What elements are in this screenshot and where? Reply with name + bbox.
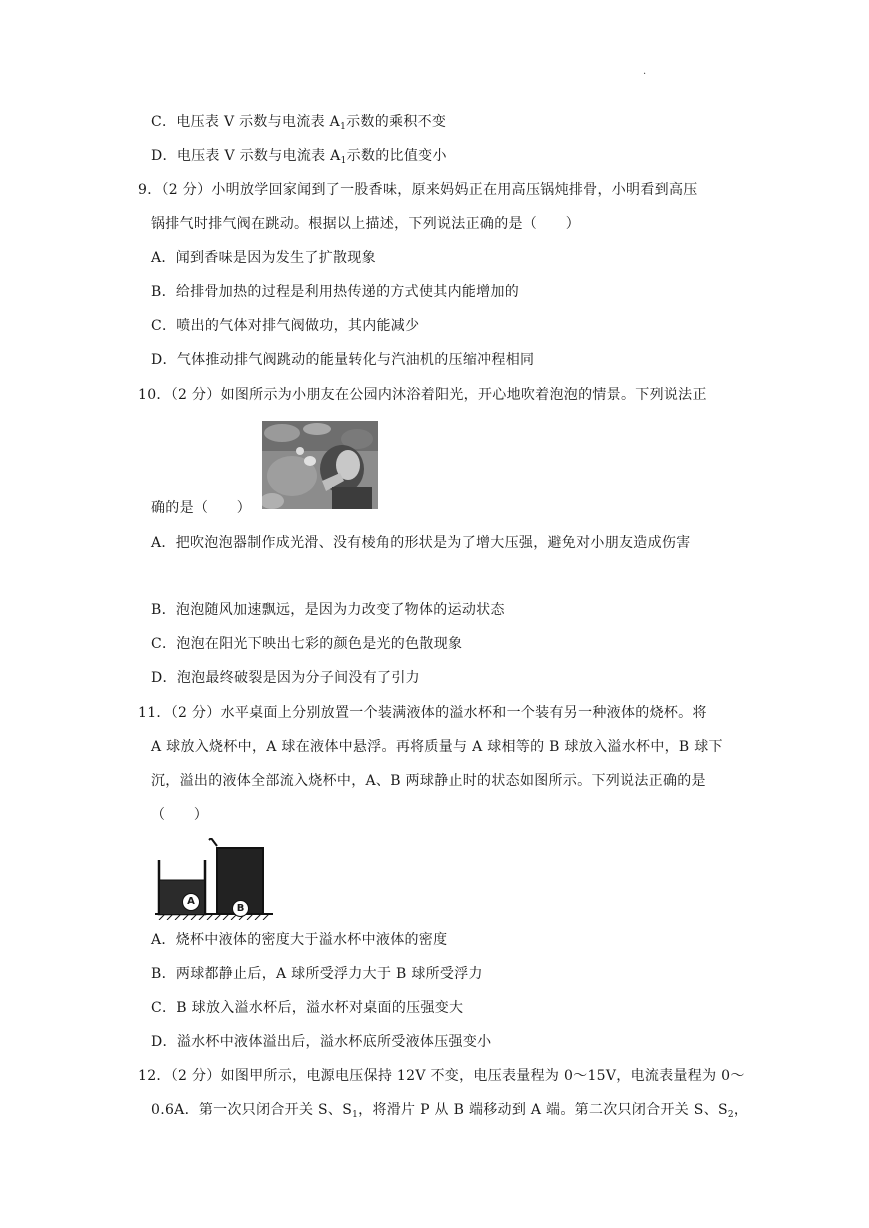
q9-stem-line2: 锅排气时排气阀在跳动。根据以上描述，下列说法正确的是（ ） bbox=[151, 216, 580, 232]
q11-stem-line1: 11．（2 分）水平桌面上分别放置一个装满液体的溢水杯和一个装有另一种液体的烧杯。将 bbox=[138, 705, 707, 721]
cups-diagram bbox=[155, 838, 275, 920]
q11-option-c: C．B 球放入溢水杯后，溢水杯对桌面的压强变大 bbox=[151, 1000, 464, 1016]
q9-option-d: D．气体推动排气阀跳动的能量转化与汽油机的压缩冲程相同 bbox=[151, 352, 535, 368]
q10-option-d: D．泡泡最终破裂是因为分子间没有了引力 bbox=[151, 670, 420, 686]
q10-stem-line2: 确的是（ ） bbox=[151, 500, 252, 516]
q9-option-a: A．闻到香味是因为发生了扩散现象 bbox=[151, 250, 376, 266]
q10-stem-line1: 10．（2 分）如图所示为小朋友在公园内沐浴着阳光，开心地吹着泡泡的情景。下列说法正 bbox=[138, 387, 707, 403]
q9-stem-line1: 9．（2 分）小明放学回家闻到了一股香味，原来妈妈正在用高压锅炖排骨，小明看到高压 bbox=[138, 182, 698, 198]
q10-option-a: A．把吹泡泡器制作成光滑、没有棱角的形状是为了增大压强，避免对小朋友造成伤害 bbox=[151, 535, 691, 551]
q11-option-d: D．溢水杯中液体溢出后，溢水杯底所受液体压强变小 bbox=[151, 1034, 492, 1050]
q11-option-a: A．烧杯中液体的密度大于溢水杯中液体的密度 bbox=[151, 932, 448, 948]
q9-option-c: C．喷出的气体对排气阀做功，其内能减少 bbox=[151, 318, 420, 334]
q11-stem-line2: A 球放入烧杯中，A 球在液体中悬浮。再将质量与 A 球相等的 B 球放入溢水杯中，B 球下 bbox=[151, 739, 723, 755]
ball-a: A bbox=[182, 893, 200, 911]
q12-stem-line1: 12．（2 分）如图甲所示，电源电压保持 12V 不变，电压表量程为 0～15V，电流表量程为 0～ bbox=[138, 1068, 745, 1084]
q10-option-b: B．泡泡随风加速飘远，是因为力改变了物体的运动状态 bbox=[151, 602, 505, 618]
q11-stem-line4: （ ） bbox=[151, 807, 209, 823]
bubble-photo bbox=[262, 421, 378, 509]
q11-option-b: B．两球都静止后，A 球所受浮力大于 B 球所受浮力 bbox=[151, 966, 483, 982]
q11-stem-line3: 沉，溢出的液体全部流入烧杯中，A、B 两球静止时的状态如图所示。下列说法正确的是 bbox=[151, 773, 706, 789]
q9-option-b: B．给排骨加热的过程是利用热传递的方式使其内能增加的 bbox=[151, 284, 520, 300]
q8-option-d: D．电压表 V 示数与电流表 $A_1$示数的比值变小 bbox=[151, 148, 447, 166]
q10-option-c: C．泡泡在阳光下映出七彩的颜色是光的色散现象 bbox=[151, 636, 463, 652]
ball-b: B bbox=[232, 900, 249, 917]
page-mark: . bbox=[643, 66, 647, 77]
q12-stem-line2: 0.6A．第一次只闭合开关 S、$S_1$，将滑片 P 从 B 端移动到 A 端。第二次只闭合开关 S、$S_2$， bbox=[151, 1102, 749, 1120]
q8-option-c: C．电压表 V 示数与电流表 $A_1$示数的乘积不变 bbox=[151, 114, 447, 132]
